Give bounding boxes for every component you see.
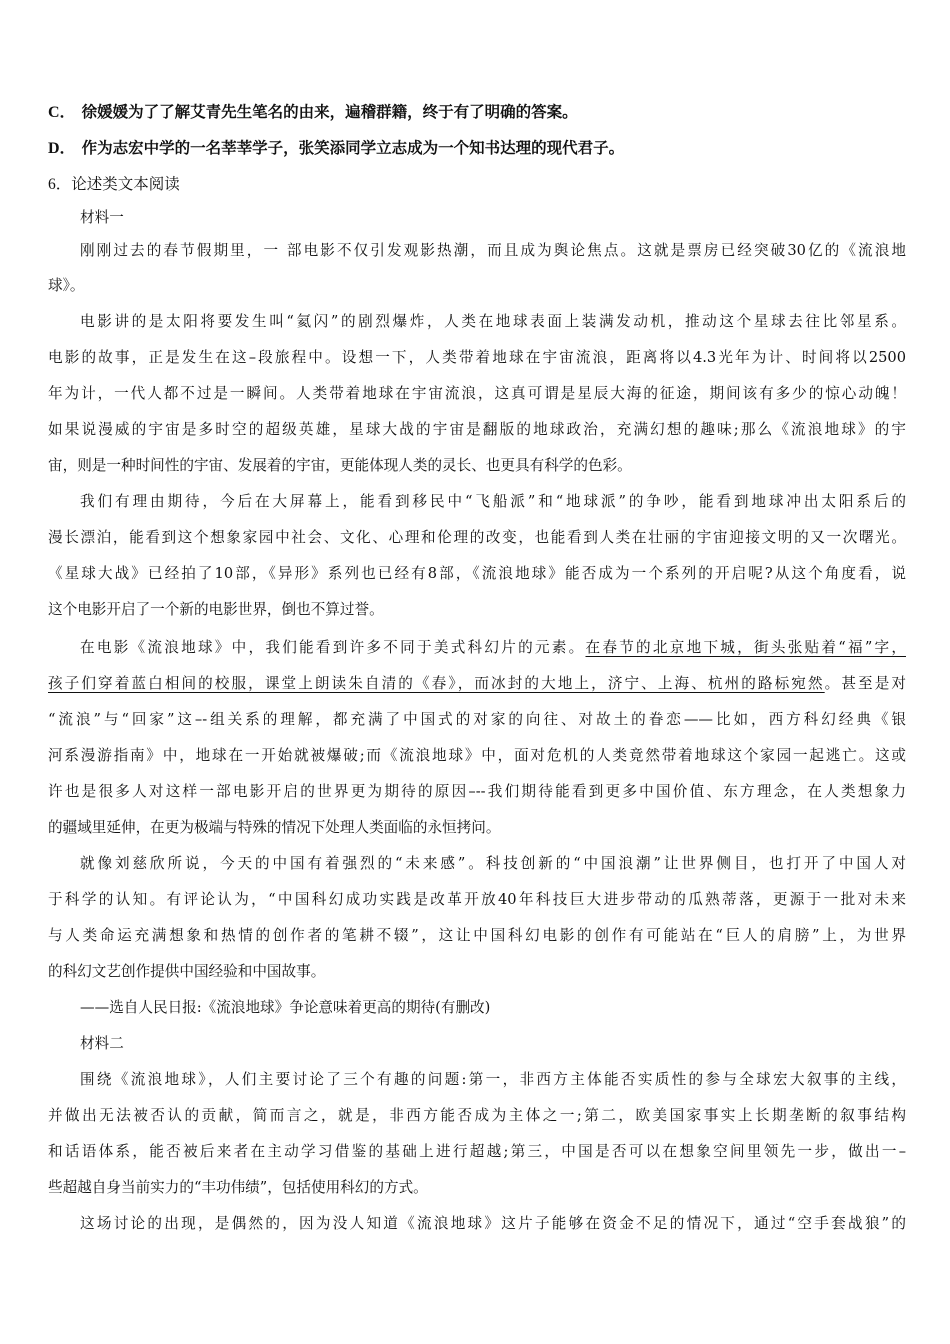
paragraph-line-underlined [48, 673, 906, 695]
paragraph-line: 漫长漂泊，能看到这个想象家园中社会、文化、心理和伦理的改变，也能看到人类在壮丽的宇宙迎接文明的又一次曙光。 [48, 529, 906, 546]
material-one-heading: 材料一 [80, 209, 124, 226]
paragraph-line: 我们有理由期待，今后在大屏幕上，能看到移民中“飞船派”和“地球派”的争吵，能看到地球冲出太阳系后的 [80, 493, 906, 510]
question-number: 6． [48, 176, 72, 193]
source-citation: ——选自人民日报:《流浪地球》争论意味着更高的期待(有删改) [80, 999, 491, 1016]
line-text: 在电影《流浪地球》中，我们能看到许多不同于美式科幻片的元素。 [80, 639, 586, 656]
paragraph-line-underlined [80, 637, 906, 659]
paragraph-line: 电影的故事，正是发生在这–段旅程中。设想一下，人类带着地球在宇宙流浪，距离将以4.3光年为计、时间将以2500 [48, 349, 906, 366]
question-title: 论述类文本阅读 [71, 175, 180, 193]
material-two-heading: 材料二 [80, 1035, 124, 1052]
option-d [48, 137, 624, 160]
paragraph-line: 这场讨论的出现，是偶然的，因为没人知道《流浪地球》这片子能够在资金不足的情况下，通过“空手套战狼”的 [80, 1215, 906, 1232]
paragraph-line: 许也是很多人对这样一部电影开启的世界更为期待的原因–--我们期待能看到更多中国价值、东方理念，在人类想象力 [48, 783, 906, 800]
paragraph-line: 河系漫游指南》中，地球在一开始就被爆破;而《流浪地球》中，面对危机的人类竟然带着地球这个家园一起逃亡。这或 [48, 747, 906, 764]
paragraph-line: 围绕《流浪地球》，人们主要讨论了三个有趣的问题:第一，非西方主体能否实质性的参与全球宏大叙事的主线， [80, 1071, 906, 1088]
question-heading [48, 173, 180, 196]
option-c-text: 徐媛媛为了了解艾青先生笔名的由来，遍稽群籍，终于有了明确的答案。 [81, 103, 578, 121]
paragraph-line: 并做出无法被否认的贡献，简而言之，就是，非西方能否成为主体之一;第二，欧美国家事实上长期垄断的叙事结构 [48, 1107, 906, 1124]
paragraph-line: 年为计，一代人都不过是一瞬间。人类带着地球在宇宙流浪，这真可谓是星辰大海的征途，期间该有多少的惊心动魄！ [48, 385, 906, 402]
paragraph-line: “流浪”与“回家”这–-组关系的理解，都充满了中国式的对家的向往、对故土的眷恋——比如，西方科幻经典《银 [48, 711, 906, 728]
option-d-label: D． [48, 140, 76, 157]
paragraph-line: 的科幻文艺创作提供中国经验和中国故事。 [48, 963, 326, 980]
paragraph-line: 刚刚过去的春节假期里，一 部电影不仅引发观影热潮，而且成为舆论焦点。这就是票房已经突破30亿的《流浪地 [80, 242, 906, 259]
paragraph-line: 些超越自身当前实力的“丰功伟绩”，包括使用科幻的方式。 [48, 1179, 428, 1196]
option-d-text: 作为志宏中学的一名莘莘学子，张笑添同学立志成为一个知书达理的现代君子。 [81, 139, 625, 157]
option-c [48, 101, 578, 124]
option-c-label: C． [48, 104, 76, 121]
paragraph-line: 电影讲的是太阳将要发生叫“氦闪”的剧烈爆炸，人类在地球表面上装满发动机，推动这个星球去往比邻星系。 [80, 313, 906, 330]
underlined-text: 在春节的北京地下城，街头张贴着“福”字， [585, 639, 906, 656]
paragraph-line: 和话语体系，能否被后来者在主动学习借鉴的基础上进行超越;第三，中国是否可以在想象空间里领先一步，做出一– [48, 1143, 906, 1160]
line-text: 。甚至是对 [824, 675, 906, 692]
paragraph-line: 宙，则是一种时间性的宇宙、发展着的宇宙，更能体现人类的灵长、也更具有科学的色彩。 [48, 457, 632, 474]
paragraph-line: 就像刘慈欣所说，今天的中国有着强烈的“未来感”。科技创新的“中国浪潮”让世界侧目，也打开了中国人对 [80, 855, 906, 872]
paragraph-line: 如果说漫威的宇宙是多时空的超级英雄，星球大战的宇宙是翻版的地球政治，充满幻想的趣味;那么《流浪地球》的宇 [48, 421, 906, 438]
paragraph-line: 《星球大战》已经拍了10部，《异形》系列也已经有8部，《流浪地球》能否成为一个系列的开启呢?从这个角度看，说 [48, 565, 906, 582]
paragraph-line: 球》。 [48, 277, 85, 294]
paragraph-line: 与人类命运充满想象和热情的创作者的笔耕不辍”，这让中国科幻电影的创作有可能站在“巨人的肩膀”上，为世界 [48, 927, 906, 944]
paragraph-line: 这个电影开启了一个新的电影世界，倒也不算过誉。 [48, 601, 384, 618]
paragraph-line: 于科学的认知。有评论认为，“中国科幻成功实践是改革开放40年科技巨大进步带动的瓜熟蒂落，更源于一批对未来 [48, 891, 906, 908]
underlined-text: 孩子们穿着蓝白相间的校服，课堂上朗读朱自清的《春》，而冰封的大地上，济宁、上海、杭州的路标宛然 [48, 675, 825, 692]
paragraph-line: 的疆域里延伸，在更为极端与特殊的情况下处理人类面临的永恒拷问。 [48, 819, 501, 836]
